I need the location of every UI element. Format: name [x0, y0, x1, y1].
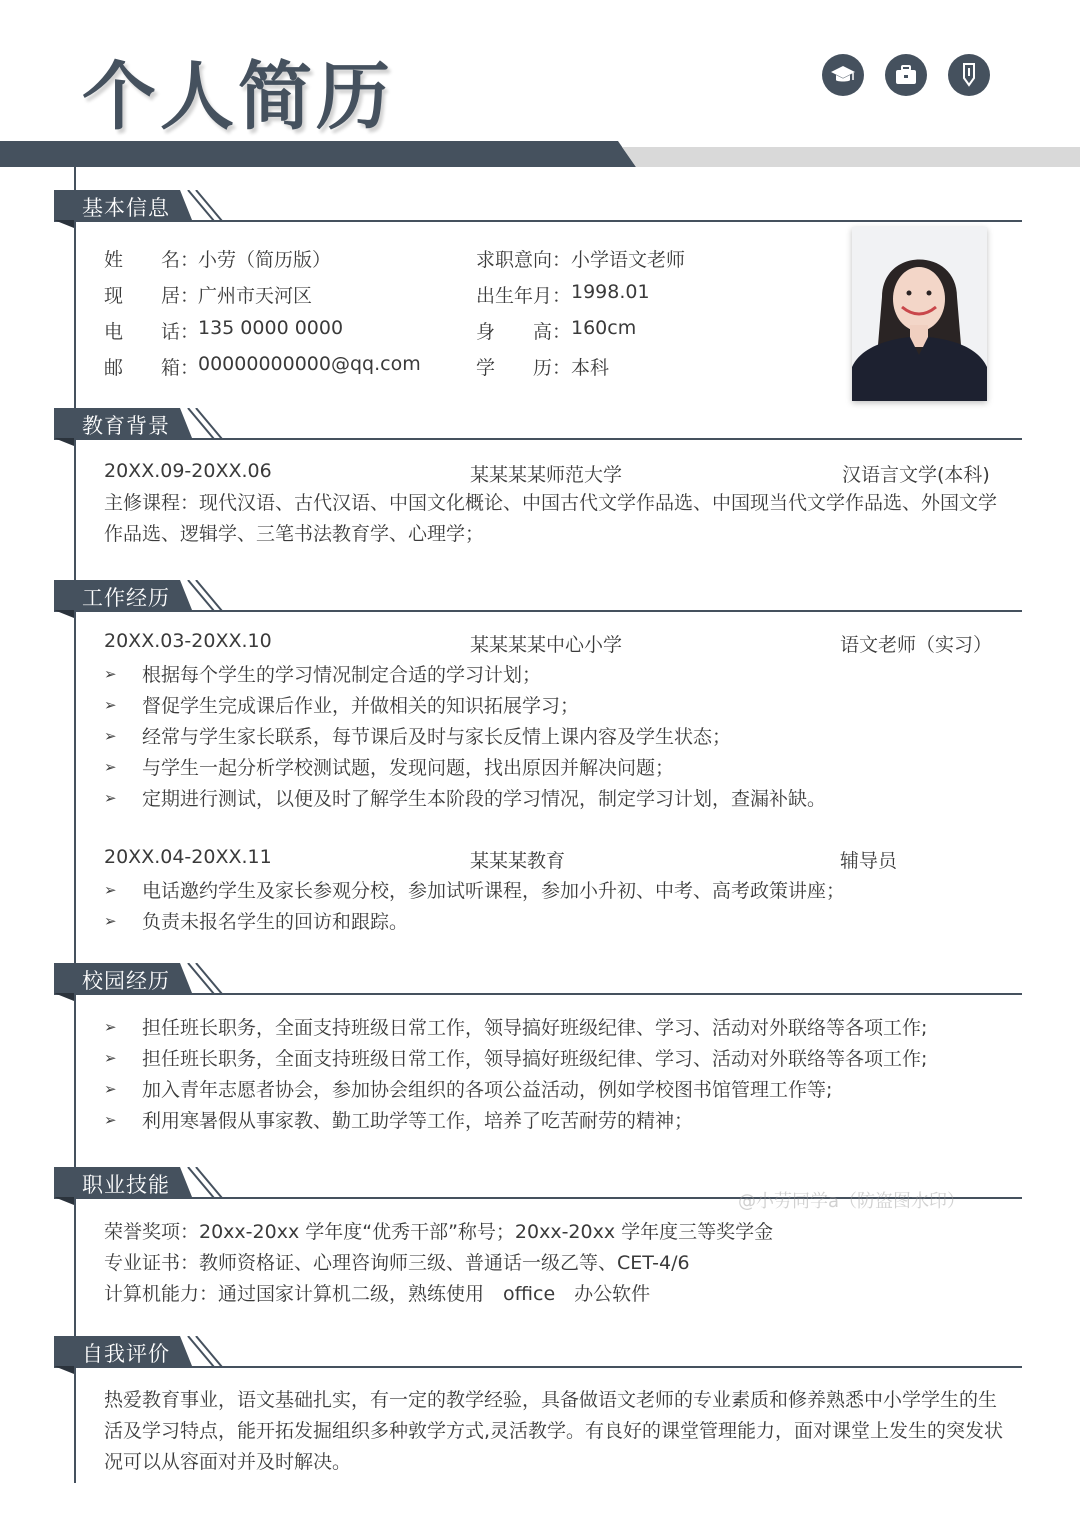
section-title: 基本信息	[82, 196, 170, 220]
arrow-bullet-icon: ➢	[104, 757, 117, 776]
label-name: 姓 名：	[104, 249, 200, 271]
job-role: 辅导员	[840, 850, 898, 872]
value-phone: 135 0000 0000	[198, 317, 344, 339]
header-banner-accent	[622, 147, 1080, 167]
section-title: 校园经历	[82, 969, 170, 993]
list-item: ➢ 担任班长职务，全面支持班级日常工作，领导搞好班级纪律、学习、活动对外联络等各项工作;	[104, 1048, 928, 1070]
section-work-heading	[54, 580, 1022, 616]
arrow-bullet-icon: ➢	[104, 726, 117, 745]
section-self-heading	[54, 1336, 1022, 1372]
section-title: 工作经历	[82, 586, 170, 610]
skill-item: 专业证书：教师资格证、心理咨询师三级、普通话一级乙等、CET-4/6	[104, 1252, 690, 1274]
skill-item: 荣誉奖项：20xx-20xx 学年度“优秀干部”称号；20xx-20xx 学年度三等奖学金	[104, 1221, 774, 1243]
education-courses: 主修课程：现代汉语、古代汉语、中国文化概论、中国古代文学作品选、中国现当代文学作品选、外国文学作品选、逻辑学、三笔书法教育学、心理学；	[104, 492, 998, 545]
job-org: 某某某教育	[470, 850, 566, 872]
list-item: ➢ 定期进行测试，以便及时了解学生本阶段的学习情况，制定学习计划，查漏补缺。	[104, 788, 827, 810]
arrow-bullet-icon: ➢	[104, 880, 117, 899]
briefcase-icon	[885, 54, 927, 96]
arrow-bullet-icon: ➢	[104, 695, 117, 714]
value-objective: 小学语文老师	[571, 249, 686, 271]
list-item: ➢ 负责未报名学生的回访和跟踪。	[104, 911, 409, 933]
arrow-bullet-icon: ➢	[104, 788, 117, 807]
job-period: 20XX.04-20XX.11	[104, 846, 272, 868]
header-icons	[822, 54, 990, 96]
list-item: ➢ 利用寒暑假从事家教、勤工助学等工作，培养了吃苦耐劳的精神；	[104, 1110, 694, 1132]
stripe-decoration	[184, 190, 224, 222]
arrow-bullet-icon: ➢	[104, 664, 117, 683]
job-role: 语文老师（实习）	[840, 634, 993, 656]
arrow-bullet-icon: ➢	[104, 1079, 117, 1098]
section-title: 教育背景	[82, 414, 170, 438]
profile-photo	[852, 227, 987, 401]
list-item: ➢ 担任班长职务，全面支持班级日常工作，领导搞好班级纪律、学习、活动对外联络等各项工作;	[104, 1017, 928, 1039]
label-birth: 出生年月：	[476, 285, 572, 307]
stripe-decoration	[184, 1336, 224, 1368]
list-item: ➢ 与学生一起分析学校测试题，发现问题，找出原因并解决问题；	[104, 757, 675, 779]
watermark: @小劳同学a（防盗图水印）	[738, 1191, 966, 1212]
label-degree: 学 历：	[476, 357, 572, 379]
label-email: 邮 箱：	[104, 357, 200, 379]
self-evaluation-text: 热爱教育事业，语文基础扎实，有一定的教学经验，具备做语文老师的专业素质和修养熟悉中小学学生的生活及学习特点，能开拓发掘组织多种敦学方式,灵活教学。有良好的课堂管理能力，面对课堂上发生的突发状况可以从容面对并及时解决。	[104, 1389, 1004, 1473]
list-item: ➢ 电话邀约学生及家长参观分校，参加试听课程，参加小升初、中考、高考政策讲座；	[104, 880, 846, 902]
education-major: 汉语言文学(本科)	[842, 464, 990, 486]
education-period: 20XX.09-20XX.06	[104, 460, 272, 482]
education-school: 某某某某师范大学	[470, 464, 623, 486]
value-residence: 广州市天河区	[198, 285, 313, 307]
label-residence: 现 居：	[104, 285, 200, 307]
resume-title: 个人简历	[82, 54, 394, 140]
arrow-bullet-icon: ➢	[104, 1048, 117, 1067]
label-objective: 求职意向：	[476, 249, 572, 271]
value-email: 00000000000@qq.com	[198, 353, 421, 375]
value-height: 160cm	[571, 317, 637, 339]
section-title: 职业技能	[82, 1173, 170, 1197]
label-height: 身 高：	[476, 321, 572, 343]
job-duties	[104, 658, 826, 813]
stripe-decoration	[184, 1167, 224, 1199]
stripe-decoration	[184, 963, 224, 995]
skill-item: 计算机能力：通过国家计算机二级，熟练使用 office 办公软件	[104, 1283, 651, 1305]
timeline-line	[74, 167, 76, 1483]
section-education-heading	[54, 408, 1022, 444]
value-birth: 1998.01	[571, 281, 650, 303]
stripe-decoration	[184, 580, 224, 612]
list-item: ➢ 根据每个学生的学习情况制定合适的学习计划；	[104, 664, 542, 686]
list-item: ➢ 督促学生完成课后作业，并做相关的知识拓展学习；	[104, 695, 580, 717]
label-phone: 电 话：	[104, 321, 200, 343]
campus-items	[104, 1011, 927, 1135]
section-campus-heading	[54, 963, 1022, 999]
job-duties	[104, 874, 845, 936]
job-period: 20XX.03-20XX.10	[104, 630, 272, 652]
arrow-bullet-icon: ➢	[104, 911, 117, 930]
list-item: ➢ 经常与学生家长联系，每节课后及时与家长反情上课内容及学生状态；	[104, 726, 732, 748]
section-title: 自我评价	[82, 1342, 170, 1366]
value-degree: 本科	[571, 357, 610, 379]
arrow-bullet-icon: ➢	[104, 1110, 117, 1129]
header-banner	[0, 141, 636, 167]
list-item: ➢ 加入青年志愿者协会，参加协会组织的各项公益活动，例如学校图书馆管理工作等;	[104, 1079, 833, 1101]
stripe-decoration	[184, 408, 224, 440]
section-basic-heading	[54, 190, 1022, 226]
job-org: 某某某某中心小学	[470, 634, 623, 656]
pen-icon	[948, 54, 990, 96]
arrow-bullet-icon: ➢	[104, 1017, 117, 1036]
value-name: 小劳（简历版）	[198, 249, 332, 271]
graduation-cap-icon	[822, 54, 864, 96]
